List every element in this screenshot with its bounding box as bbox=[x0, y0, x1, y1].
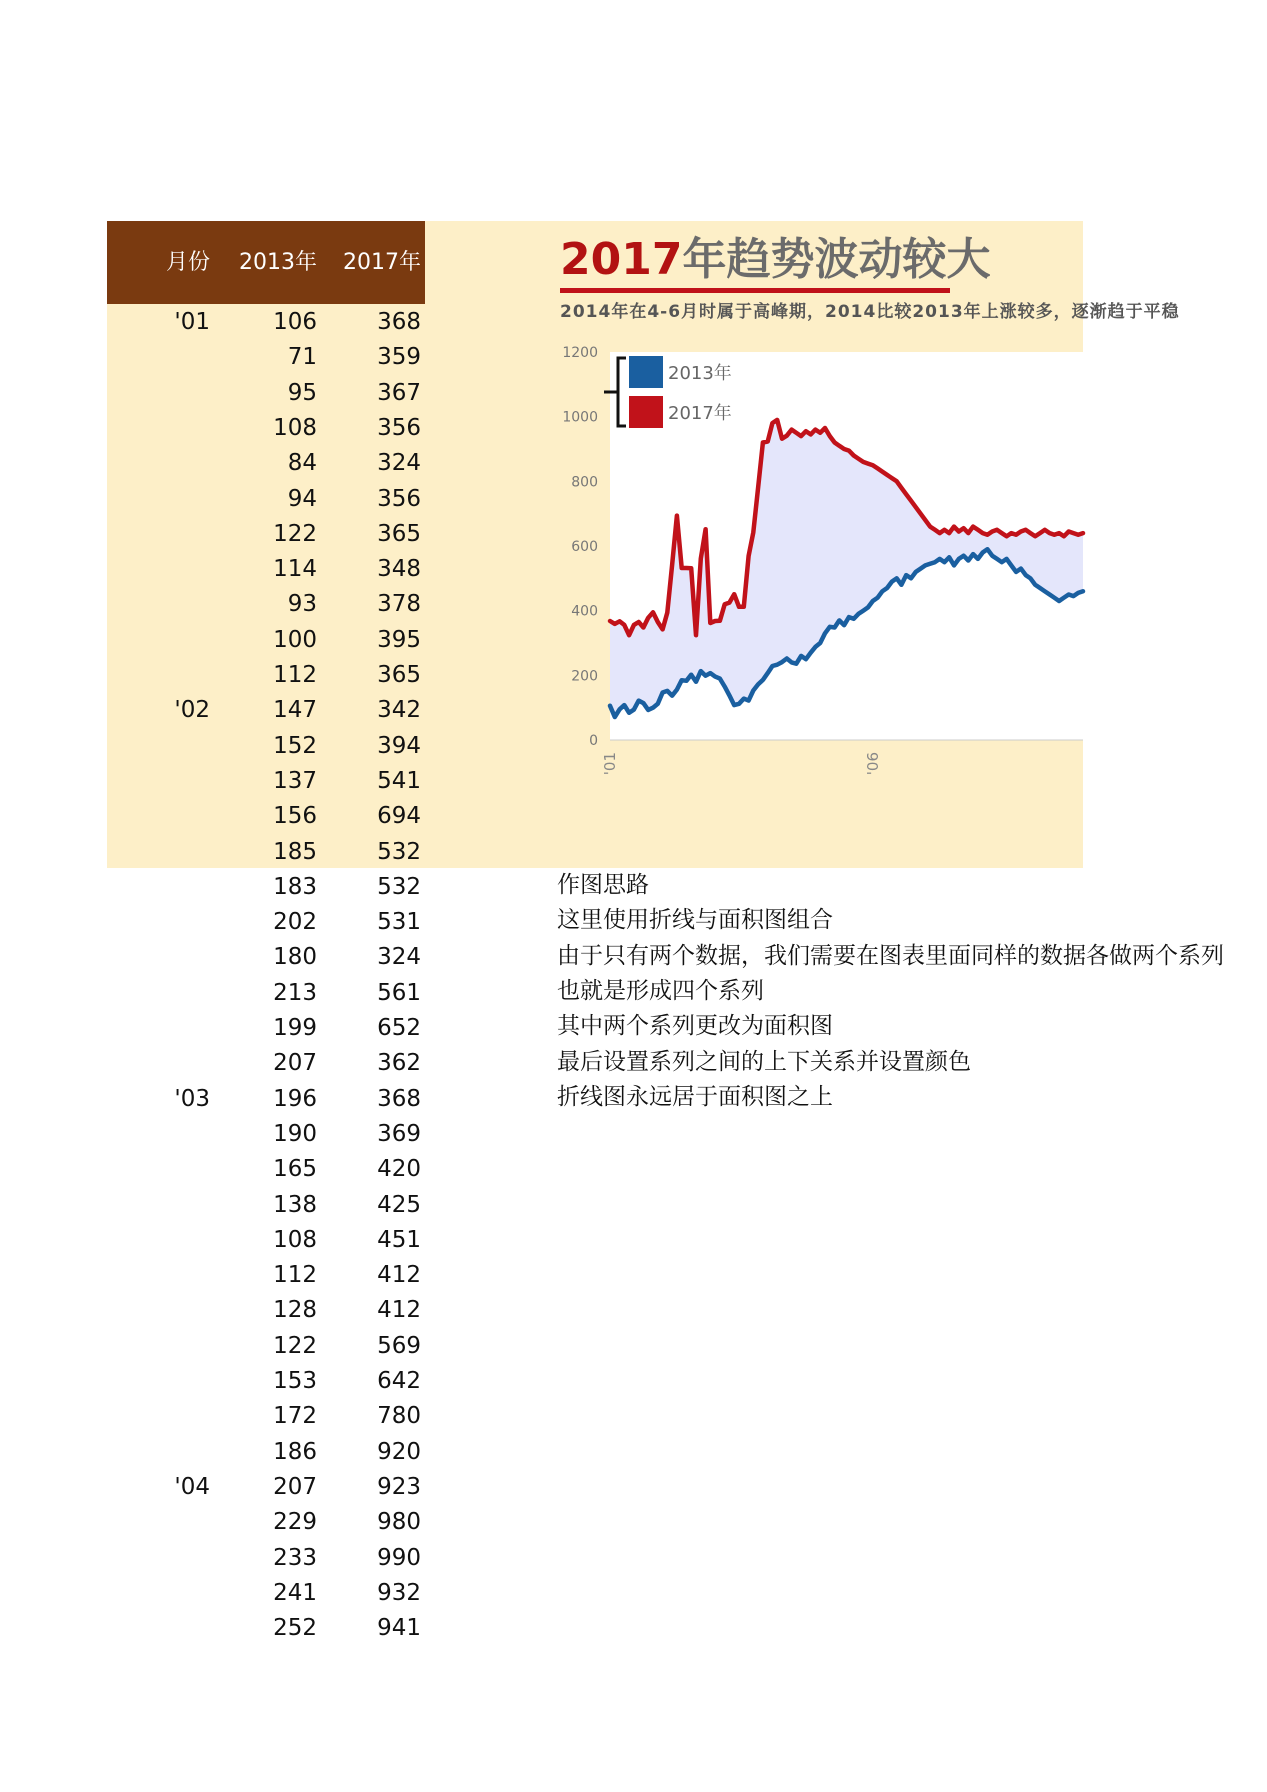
row-2017-value: 362 bbox=[377, 1050, 421, 1077]
row-2013-value: 186 bbox=[273, 1438, 317, 1465]
row-month bbox=[150, 729, 210, 764]
row-2013-value: 108 bbox=[273, 1226, 317, 1253]
row-month bbox=[150, 376, 210, 411]
row-2017-value: 324 bbox=[377, 450, 421, 477]
row-2017-value: 451 bbox=[377, 1226, 421, 1253]
note-line: 由于只有两个数据，我们需要在图表里面同样的数据各做两个系列 bbox=[557, 942, 1224, 969]
row-month: '01 bbox=[174, 309, 210, 335]
y-tick-label: 600 bbox=[571, 539, 598, 555]
note-line: 最后设置系列之间的上下关系并设置颜色 bbox=[557, 1048, 971, 1075]
y-tick-label: 1200 bbox=[562, 345, 598, 361]
row-month bbox=[150, 799, 210, 834]
row-2017-value: 569 bbox=[377, 1332, 421, 1359]
row-month bbox=[150, 411, 210, 446]
row-2017-value: 365 bbox=[377, 662, 421, 688]
row-2013-value: 156 bbox=[273, 803, 317, 830]
row-month bbox=[150, 764, 210, 799]
row-2013-value: 196 bbox=[273, 1085, 317, 1112]
row-month bbox=[150, 835, 210, 870]
row-month: '04 bbox=[174, 1473, 210, 1500]
row-2017-value: 368 bbox=[377, 309, 421, 335]
row-month bbox=[150, 1117, 210, 1152]
row-month bbox=[150, 905, 210, 940]
row-2017-value: 531 bbox=[377, 909, 421, 936]
row-2013-value: 202 bbox=[273, 909, 317, 936]
note-line: 其中两个系列更改为面积图 bbox=[557, 1013, 833, 1040]
header-2017: 2017年 bbox=[343, 250, 421, 275]
row-2017-value: 365 bbox=[377, 520, 421, 547]
row-2013-value: 165 bbox=[273, 1156, 317, 1183]
row-month bbox=[150, 1576, 210, 1611]
row-2013-value: 190 bbox=[273, 1120, 317, 1147]
row-month bbox=[150, 1435, 210, 1470]
header-month: 月份 bbox=[165, 250, 210, 275]
row-2013-value: 153 bbox=[273, 1368, 317, 1394]
row-month bbox=[150, 870, 210, 905]
row-2013-value: 138 bbox=[273, 1191, 317, 1218]
row-2013-value: 84 bbox=[287, 450, 317, 477]
row-2013-value: 128 bbox=[273, 1297, 317, 1324]
row-2013-value: 213 bbox=[273, 979, 317, 1006]
row-2017-value: 356 bbox=[377, 485, 421, 512]
row-2017-value: 541 bbox=[377, 767, 421, 794]
row-2013-value: 100 bbox=[273, 626, 317, 653]
y-tick-label: 1000 bbox=[562, 409, 598, 426]
row-month bbox=[150, 1046, 210, 1081]
row-month bbox=[150, 1258, 210, 1293]
row-month bbox=[150, 976, 210, 1011]
row-month bbox=[150, 340, 210, 375]
header-2013: 2013年 bbox=[239, 250, 317, 275]
row-2013-value: 71 bbox=[287, 344, 317, 371]
row-2013-value: 112 bbox=[273, 662, 317, 688]
row-2017-value: 356 bbox=[377, 414, 421, 441]
row-2013-value: 180 bbox=[273, 944, 317, 971]
legend-label: 2017年 bbox=[668, 403, 732, 424]
note-line: 作图思路 bbox=[557, 872, 649, 898]
row-month bbox=[150, 1399, 210, 1434]
row-2017-value: 980 bbox=[377, 1509, 421, 1536]
row-month: '03 bbox=[174, 1085, 210, 1112]
y-tick-label: 800 bbox=[571, 474, 598, 491]
y-tick-label: 400 bbox=[571, 603, 598, 620]
row-2017-value: 367 bbox=[377, 379, 421, 406]
row-2013-value: 229 bbox=[273, 1509, 317, 1536]
row-2017-value: 532 bbox=[377, 873, 421, 900]
row-2017-value: 348 bbox=[377, 556, 421, 583]
row-2017-value: 359 bbox=[377, 344, 421, 371]
row-2017-value: 780 bbox=[377, 1403, 421, 1430]
chart-title-year: 2017 bbox=[560, 234, 683, 285]
notes-area bbox=[557, 0, 1224, 1792]
y-tick-label: 200 bbox=[571, 668, 598, 685]
row-2017-value: 342 bbox=[377, 697, 421, 724]
note-line: 这里使用折线与面积图组合 bbox=[557, 907, 833, 934]
row-2013-value: 147 bbox=[273, 697, 317, 724]
row-month bbox=[150, 1505, 210, 1540]
row-2017-value: 941 bbox=[377, 1615, 421, 1642]
row-2017-value: 532 bbox=[377, 838, 421, 865]
row-2017-value: 694 bbox=[377, 803, 421, 830]
row-2017-value: 561 bbox=[377, 979, 421, 1006]
row-2013-value: 152 bbox=[273, 732, 317, 759]
row-2013-value: 183 bbox=[273, 873, 317, 900]
x-tick-label: '06 bbox=[863, 752, 882, 776]
row-2017-value: 369 bbox=[377, 1120, 421, 1147]
row-month bbox=[150, 1329, 210, 1364]
row-2013-value: 252 bbox=[273, 1615, 317, 1642]
row-month bbox=[150, 1011, 210, 1046]
row-2017-value: 378 bbox=[377, 591, 421, 618]
row-month bbox=[150, 1541, 210, 1576]
row-2013-value: 106 bbox=[273, 309, 317, 335]
row-2013-value: 95 bbox=[287, 379, 317, 406]
row-2017-value: 368 bbox=[377, 1085, 421, 1112]
row-2017-value: 923 bbox=[377, 1473, 421, 1500]
row-month bbox=[150, 1293, 210, 1328]
row-2017-value: 412 bbox=[377, 1262, 421, 1289]
row-month bbox=[150, 446, 210, 481]
row-2013-value: 122 bbox=[273, 1332, 317, 1359]
x-tick-label: '01 bbox=[601, 752, 619, 776]
row-2013-value: 94 bbox=[287, 485, 317, 512]
row-month bbox=[150, 940, 210, 975]
row-2017-value: 990 bbox=[377, 1544, 421, 1571]
row-month bbox=[150, 1152, 210, 1187]
row-2017-value: 642 bbox=[377, 1368, 421, 1394]
row-2017-value: 652 bbox=[377, 1015, 421, 1041]
row-month bbox=[150, 552, 210, 587]
row-2013-value: 112 bbox=[273, 1262, 317, 1289]
row-2013-value: 137 bbox=[273, 767, 317, 794]
note-line: 也就是形成四个系列 bbox=[557, 977, 764, 1004]
row-month bbox=[150, 587, 210, 622]
row-2013-value: 108 bbox=[273, 414, 317, 441]
note-line: 折线图永远居于面积图之上 bbox=[557, 1083, 833, 1110]
row-month: '02 bbox=[174, 697, 210, 724]
row-2013-value: 241 bbox=[273, 1579, 317, 1606]
row-2013-value: 172 bbox=[273, 1403, 317, 1430]
row-2013-value: 199 bbox=[273, 1015, 317, 1041]
chart-title-rest: 年趋势波动较大 bbox=[682, 234, 991, 285]
row-2017-value: 932 bbox=[377, 1579, 421, 1606]
row-2013-value: 114 bbox=[273, 556, 317, 583]
row-month bbox=[150, 1364, 210, 1399]
row-month bbox=[150, 1188, 210, 1223]
row-2013-value: 207 bbox=[273, 1050, 317, 1077]
row-month bbox=[150, 623, 210, 658]
legend-label: 2013年 bbox=[668, 363, 732, 384]
row-2013-value: 122 bbox=[273, 520, 317, 547]
row-month bbox=[150, 658, 210, 693]
row-2017-value: 394 bbox=[377, 732, 421, 759]
row-month bbox=[150, 482, 210, 517]
row-month bbox=[150, 1223, 210, 1258]
row-2017-value: 324 bbox=[377, 944, 421, 971]
row-2017-value: 920 bbox=[377, 1438, 421, 1465]
row-month bbox=[150, 1611, 210, 1646]
row-2013-value: 233 bbox=[273, 1544, 317, 1571]
row-2017-value: 425 bbox=[377, 1191, 421, 1218]
row-2013-value: 185 bbox=[273, 838, 317, 865]
chart-subtitle: 2014年在4-6月时属于高峰期，2014比较2013年上涨较多，逐渐趋于平稳 bbox=[560, 302, 1180, 322]
row-2013-value: 207 bbox=[273, 1473, 317, 1500]
row-2017-value: 412 bbox=[377, 1297, 421, 1324]
row-2013-value: 93 bbox=[287, 591, 317, 618]
y-tick-label: 0 bbox=[589, 733, 598, 749]
row-2017-value: 395 bbox=[377, 626, 421, 653]
row-2017-value: 420 bbox=[377, 1156, 421, 1183]
row-month bbox=[150, 517, 210, 552]
